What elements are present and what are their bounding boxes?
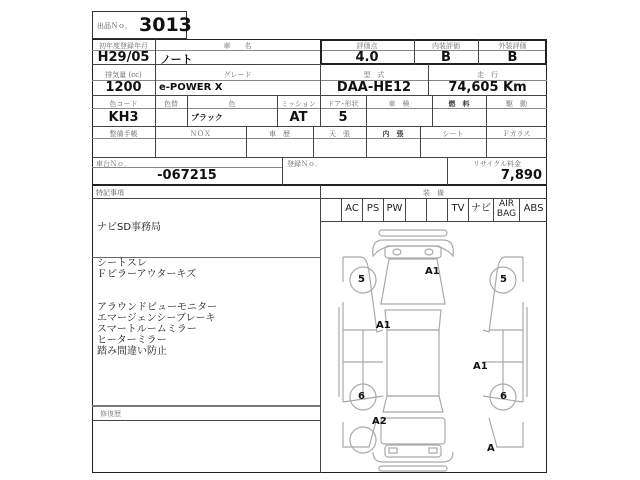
reg-year-value: H29/05: [97, 50, 150, 65]
equipment-cell-pw: PW: [384, 198, 406, 221]
equipment-cell-blank: [320, 198, 342, 221]
score-value: 4.0: [355, 50, 379, 65]
equipment-cell-tv: TV: [448, 198, 469, 221]
equipment-cell-ps: PS: [363, 198, 384, 221]
grade-value: e-POWER X: [159, 82, 223, 93]
exterior-grade-value: B: [507, 50, 518, 65]
recolor-label: 色替: [164, 100, 178, 108]
equipment-cell-blank: [406, 198, 427, 221]
displacement-label: 排気量 (cc): [105, 71, 142, 79]
note-line: シートスレ: [97, 258, 147, 269]
damage-mark-left-front-door: A1: [376, 320, 391, 331]
equipment-label: 装 備: [423, 189, 444, 197]
equipment-cell-navi: ナビ: [469, 198, 494, 221]
repair-history-label: 修復歴: [100, 410, 121, 418]
f-glass-label: Ｆガラス: [502, 130, 531, 138]
notes-label: 特記事項: [96, 189, 124, 197]
chassis-no-value: -067215: [157, 168, 217, 183]
lot-number: 3013: [139, 14, 192, 36]
mileage-value: 74,605 Km: [448, 80, 527, 95]
registration-no-label: 登録Ｎｏ．: [287, 160, 322, 168]
notes-top-line: ナビSD事務局: [97, 222, 162, 233]
doors-label: ドア･形状: [327, 100, 359, 108]
color-value: ブラック: [191, 113, 223, 122]
recycle-fee-value: 7,890: [500, 168, 542, 183]
equipment-row: [320, 198, 547, 221]
interior-grade-value: B: [441, 50, 451, 65]
damage-mark-left-rear-quarter: A2: [372, 416, 387, 427]
doors-value: 5: [338, 110, 348, 125]
model-value: DAA-HE12: [336, 80, 412, 95]
note-line: エマージェンシーブレーキ: [97, 313, 216, 324]
color-label: 色: [228, 100, 236, 108]
equipment-cell-abs: ABS: [523, 203, 544, 214]
tire-rear-right: 6: [500, 391, 507, 402]
inspection-label: 車 検: [388, 100, 410, 108]
note-line: Ｆピラーアウターキズ: [97, 269, 197, 280]
grade-label: グレード: [223, 71, 252, 79]
note-line: [97, 291, 217, 302]
car-name-label: 車 名: [223, 42, 252, 50]
service-book-label: 整備手帳: [109, 130, 138, 138]
mission-label: ミッション: [281, 100, 316, 108]
note-line: スマートルームミラー: [97, 324, 197, 335]
mission-value: AT: [289, 110, 308, 125]
color-code-value: KH3: [108, 110, 139, 125]
equipment-cell-blank: [427, 198, 448, 221]
note-line: ヒーターミラー: [97, 335, 167, 346]
mileage-label: 走 行: [477, 71, 498, 79]
drive-label: 駆 動: [506, 100, 527, 108]
nox-label: ＮＯＸ: [190, 130, 211, 138]
tire-front-left: 5: [358, 274, 365, 285]
reg-year-label: 初年度登録年月: [99, 42, 148, 50]
note-line: 踏み間違い防止: [97, 346, 167, 357]
notes-list: [97, 258, 217, 357]
displacement-value: 1200: [105, 80, 142, 95]
lot-number-label: 出品Ｎｏ．: [97, 22, 132, 30]
interior-grade-label: 内装評価: [432, 42, 460, 50]
exterior-grade-label: 外装評価: [498, 42, 527, 50]
note-line: [97, 280, 217, 291]
note-line: アラウンドビューモニター: [97, 302, 217, 313]
roof-lining-label: 天 張: [329, 130, 350, 138]
equipment-cell-ac: AC: [342, 198, 363, 221]
score-label: 評価点: [356, 42, 378, 50]
car-name-value: ノート: [160, 53, 193, 66]
seat-label: シート: [442, 130, 464, 138]
tire-front-right: 5: [500, 274, 507, 285]
car-damage-diagram: [321, 222, 546, 472]
equipment-cell-airbag: AIR BAG: [494, 198, 520, 221]
lot-number-box: [92, 11, 192, 39]
fuel-label: 燃 料: [448, 99, 470, 108]
recycle-fee-label: リサイクル料金: [472, 160, 522, 168]
model-label: 型 式: [363, 71, 385, 79]
history-label: 車 歴: [269, 130, 290, 138]
chassis-no-label: 車台Ｎｏ．: [96, 160, 131, 168]
damage-mark-hood: A1: [425, 266, 440, 277]
damage-mark-right-rear-door: A1: [473, 361, 488, 372]
damage-mark-rear-bumper: A: [487, 443, 495, 454]
interior-trim-label: 内 張: [382, 129, 404, 138]
color-code-label: 色コード: [109, 100, 138, 108]
tire-rear-left: 6: [358, 391, 365, 402]
